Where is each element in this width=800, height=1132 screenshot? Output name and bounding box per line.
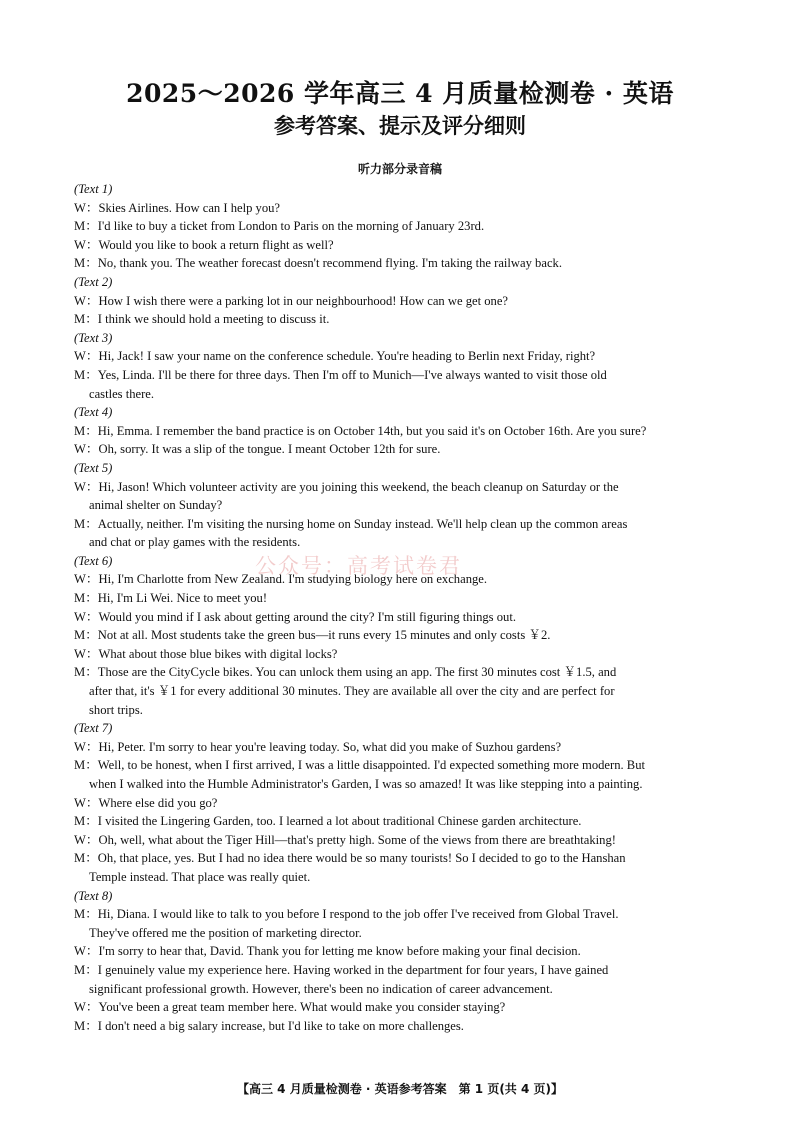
speaker-tag: W： [74, 237, 99, 252]
dialogue-continuation: when I walked into the Humble Administrator's Garden, I was so amazed! It was like stepping into a painting. [89, 777, 643, 791]
text-label: (Text 5) [74, 460, 113, 475]
dialogue-text: I'm sorry to hear that, David. Thank you for letting me know before making your final decision. [98, 944, 581, 959]
speaker-tag: W： [74, 832, 99, 847]
speaker-tag: W： [74, 646, 99, 661]
speaker-tag: W： [74, 293, 99, 308]
dialogue-continuation: and chat or play games with the residents. [89, 535, 301, 550]
dialogue-text: Would you like to book a return flight as well? [98, 237, 334, 252]
dialogue-line [74, 645, 730, 664]
text-label: (Text 6) [74, 553, 113, 568]
dialogue-line [74, 756, 730, 775]
speaker-tag: M： [74, 367, 98, 382]
dialogue-line [74, 608, 730, 627]
dialogue-line [74, 849, 730, 868]
dialogue-continuation: Temple instead. That place was really quiet. [89, 869, 311, 884]
dialogue-line [74, 942, 730, 961]
speaker-tag: W： [74, 739, 99, 754]
speaker-tag: M： [74, 814, 98, 829]
speaker-tag: M： [74, 516, 98, 531]
dialogue-line [74, 998, 730, 1017]
dialogue-line [74, 254, 730, 273]
dialogue-line [74, 515, 730, 534]
section-heading: 听力部分录音稿 [357, 162, 442, 176]
speaker-tag: W： [74, 572, 99, 587]
dialogue-line [74, 217, 730, 236]
dialogue-continuation: They've offered me the position of marketing director. [89, 925, 362, 940]
speaker-tag: M： [74, 758, 98, 773]
dialogue-text: I don't need a big salary increase, but I'd like to take on more challenges. [97, 1018, 464, 1033]
dialogue-text: Not at all. Most students take the green bus—it runs every 15 minutes and only costs ￥2. [97, 628, 551, 643]
dialogue-text: I think we should hold a meeting to discuss it. [97, 312, 330, 327]
dialogue-line [74, 626, 730, 645]
text-label: (Text 2) [74, 274, 113, 289]
listening-transcript [74, 180, 730, 1035]
dialogue-line [74, 310, 730, 329]
dialogue-line [74, 422, 730, 441]
dialogue-text: Oh, sorry. It was a slip of the tongue. I meant October 12th for sure. [98, 442, 441, 457]
dialogue-text: Skies Airlines. How can I help you? [98, 200, 281, 215]
text-label: (Text 7) [74, 721, 113, 736]
dialogue-text: You've been a great team member here. What would make you consider staying? [98, 1000, 506, 1015]
speaker-tag: M： [74, 851, 98, 866]
dialogue-continuation: significant professional growth. However, there's been no indication of career advancement. [89, 981, 553, 996]
text-label: (Text 8) [74, 888, 113, 903]
speaker-tag: W： [74, 442, 99, 457]
dialogue-continuation: animal shelter on Sunday? [89, 498, 223, 513]
speaker-tag: W： [74, 479, 99, 494]
watermark: 公众号：高考试卷君 [255, 554, 462, 578]
dialogue-text: Yes, Linda. I'll be there for three days. Then I'm off to Munich—I've always wanted to visit those old [97, 367, 607, 382]
page-footer: 【高三 4 月质量检测卷 · 英语参考答案 第 1 页(共 4 页)】 [237, 1082, 563, 1096]
dialogue-text: What about those blue bikes with digital locks? [98, 646, 338, 661]
speaker-tag: W： [74, 349, 99, 364]
dialogue-text: Oh, well, what about the Tiger Hill—that's pretty high. Some of the views from there are breathtaking! [98, 832, 616, 847]
dialogue-continuation: castles there. [89, 386, 155, 401]
dialogue-text: Hi, Diana. I would like to talk to you before I respond to the job offer I've received from Global Travel. [97, 907, 619, 922]
speaker-tag: M： [74, 312, 98, 327]
dialogue-text: Hi, Emma. I remember the band practice is on October 14th, but you said it's on October 16th. Are you sure? [97, 423, 647, 438]
speaker-tag: M： [74, 907, 98, 922]
dialogue-text: Those are the CityCycle bikes. You can unlock them using an app. The first 30 minutes cost ￥1.5, and [97, 665, 617, 680]
dialogue-line [74, 812, 730, 831]
speaker-tag: M： [74, 591, 98, 606]
dialogue-text: Hi, I'm Charlotte from New Zealand. I'm studying biology here on exchange. [98, 572, 488, 587]
dialogue-continuation: short trips. [89, 702, 143, 717]
dialogue-line [74, 1017, 730, 1036]
dialogue-text: Hi, Jack! I saw your name on the conference schedule. You're heading to Berlin next Friday, right? [98, 349, 596, 364]
dialogue-text: Hi, I'm Li Wei. Nice to meet you! [97, 591, 268, 606]
dialogue-text: Well, to be honest, when I first arrived, I was a little disappointed. I'd expected something more modern. But [97, 758, 645, 773]
dialogue-line [74, 478, 730, 497]
dialogue-line [74, 236, 730, 255]
dialogue-line [74, 292, 730, 311]
speaker-tag: M： [74, 256, 98, 271]
speaker-tag: W： [74, 944, 99, 959]
speaker-tag: M： [74, 962, 98, 977]
text-label: (Text 4) [74, 405, 113, 420]
speaker-tag: M： [74, 628, 98, 643]
dialogue-text: Would you mind if I ask about getting around the city? I'm still figuring things out. [98, 609, 516, 624]
dialogue-text: Hi, Peter. I'm sorry to hear you're leaving today. So, what did you make of Suzhou gardens? [98, 739, 562, 754]
speaker-tag: W： [74, 795, 99, 810]
speaker-tag: M： [74, 219, 98, 234]
speaker-tag: W： [74, 609, 99, 624]
dialogue-text: I visited the Lingering Garden, too. I learned a lot about traditional Chinese garden architecture. [97, 814, 582, 829]
dialogue-text: Where else did you go? [98, 795, 218, 810]
page-subtitle: 参考答案、提示及评分细则 [274, 114, 526, 138]
dialogue-line [74, 589, 730, 608]
dialogue-text: Hi, Jason! Which volunteer activity are you joining this weekend, the beach cleanup on Saturday or the [98, 479, 619, 494]
speaker-tag: W： [74, 200, 99, 215]
dialogue-continuation: after that, it's ￥1 for every additional 30 minutes. They are available all over the city and are perfect for [89, 684, 615, 699]
speaker-tag: M： [74, 423, 98, 438]
speaker-tag: M： [74, 665, 98, 680]
dialogue-line [74, 440, 730, 459]
speaker-tag: W： [74, 1000, 99, 1015]
dialogue-line [74, 199, 730, 218]
dialogue-line [74, 905, 730, 924]
text-label: (Text 1) [74, 182, 113, 196]
text-label: (Text 3) [74, 330, 113, 345]
dialogue-text: No, thank you. The weather forecast doesn't recommend flying. I'm taking the railway back. [97, 256, 562, 271]
dialogue-line [74, 366, 730, 385]
dialogue-line [74, 831, 730, 850]
page-title: 2025～2026 学年高三 4 月质量检测卷 · 英语 [126, 79, 674, 108]
dialogue-line [74, 794, 730, 813]
dialogue-text: How I wish there were a parking lot in our neighbourhood! How can we get one? [98, 293, 509, 308]
dialogue-text: Actually, neither. I'm visiting the nursing home on Sunday instead. We'll help clean up the common areas [97, 516, 628, 531]
dialogue-line [74, 738, 730, 757]
dialogue-text: Oh, that place, yes. But I had no idea there would be so many tourists! So I decided to go to the Hanshan [97, 851, 626, 866]
speaker-tag: M： [74, 1018, 98, 1033]
dialogue-text: I genuinely value my experience here. Having worked in the department for four years, I have gained [97, 962, 609, 977]
dialogue-line [74, 347, 730, 366]
dialogue-line [74, 961, 730, 980]
dialogue-line [74, 663, 730, 682]
dialogue-text: I'd like to buy a ticket from London to Paris on the morning of January 23rd. [97, 219, 485, 234]
